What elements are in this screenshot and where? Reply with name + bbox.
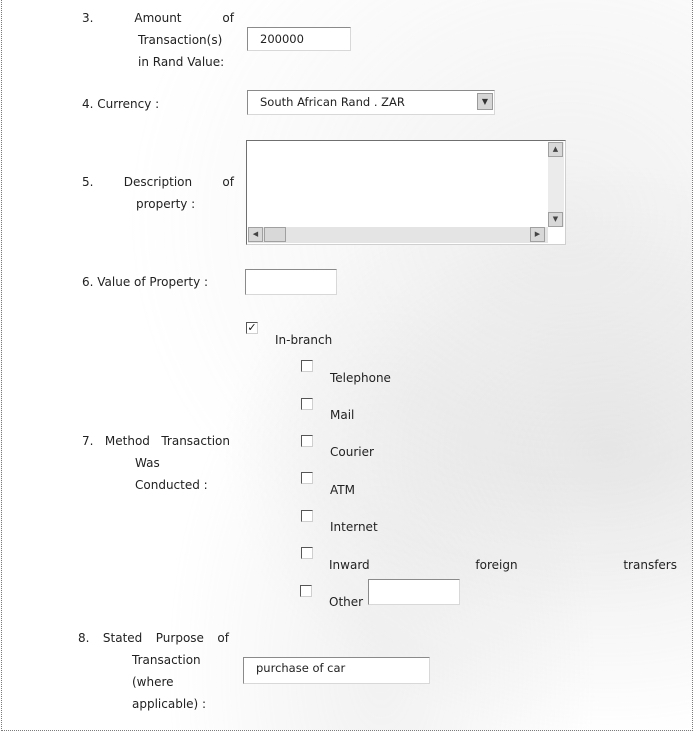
q5-label-line1 [82, 171, 234, 193]
scroll-down-icon[interactable]: ▼ [548, 212, 563, 227]
method-courier-checkbox[interactable] [301, 435, 313, 447]
q7-label-line1 [82, 430, 230, 452]
q8-word-purpose: Purpose [155, 631, 204, 645]
q7-number: 7. [82, 434, 94, 448]
q3-word-of: of [222, 11, 234, 25]
q3-number: 3. [82, 11, 94, 25]
q7-label-line2: Was [135, 456, 160, 470]
horizontal-scroll-thumb[interactable] [264, 227, 286, 242]
q8-word-stated: Stated [102, 631, 143, 645]
method-atm-label: ATM [330, 483, 355, 497]
method-mail-checkbox[interactable] [301, 398, 313, 410]
q5-word-of: of [222, 175, 234, 189]
other-method-input[interactable] [368, 579, 460, 605]
q7-word-transaction: Transaction [161, 434, 230, 448]
q3-word-amount: Amount [134, 11, 182, 25]
q8-label-line4: applicable) : [132, 697, 207, 711]
method-inward-foreign-transfers-label [329, 557, 677, 573]
q7-label-line3: Conducted : [135, 478, 208, 492]
amount-input[interactable]: 200000 [247, 27, 351, 51]
q8-number: 8. [78, 631, 90, 645]
form-panel [1, 0, 693, 731]
q7-word-method: Method [104, 434, 150, 448]
currency-select[interactable] [247, 90, 495, 115]
description-textarea[interactable] [246, 140, 566, 245]
method-in-branch-checkbox[interactable]: ✓ [247, 321, 257, 334]
chevron-down-icon[interactable]: ▼ [477, 93, 493, 110]
q3-label-line3: in Rand Value: [138, 55, 225, 69]
transfers-word: transfers [623, 558, 677, 572]
method-telephone-label: Telephone [330, 371, 391, 385]
method-other-label: Other [329, 595, 364, 609]
q8-label-line1 [78, 627, 229, 649]
q3-label-line2: Transaction(s) [138, 33, 223, 47]
vertical-scrollbar[interactable] [548, 142, 564, 227]
q3-label-line1 [82, 7, 234, 29]
q6-label: 6. Value of Property : [82, 275, 209, 289]
q8-word-of: of [217, 631, 229, 645]
method-inward-foreign-transfers-checkbox[interactable] [301, 547, 313, 559]
method-telephone-checkbox[interactable] [301, 360, 313, 372]
method-internet-label: Internet [330, 520, 378, 534]
q8-label-line2: Transaction [132, 653, 201, 667]
method-other-checkbox[interactable] [300, 585, 312, 597]
scroll-left-icon[interactable]: ◀ [248, 227, 263, 242]
method-mail-label: Mail [330, 408, 355, 422]
method-courier-label: Courier [330, 445, 374, 459]
scroll-right-icon[interactable]: ▶ [530, 227, 545, 242]
q5-word-description: Description [123, 175, 193, 189]
q8-label-line3: (where [132, 675, 174, 689]
method-atm-checkbox[interactable] [301, 472, 313, 484]
q4-label: 4. Currency : [82, 97, 160, 111]
foreign-word: foreign [475, 558, 518, 572]
purpose-input[interactable]: purchase of car [243, 657, 430, 684]
q5-label-line2: property : [136, 197, 196, 211]
q5-number: 5. [82, 175, 94, 189]
currency-select-value: South African Rand . ZAR [260, 95, 405, 109]
scroll-up-icon[interactable]: ▲ [548, 142, 563, 157]
method-internet-checkbox[interactable] [301, 510, 313, 522]
horizontal-scrollbar[interactable] [248, 227, 548, 243]
method-in-branch-label: In-branch [275, 333, 333, 347]
inward-word: Inward [329, 558, 370, 572]
property-value-input[interactable] [245, 269, 337, 295]
